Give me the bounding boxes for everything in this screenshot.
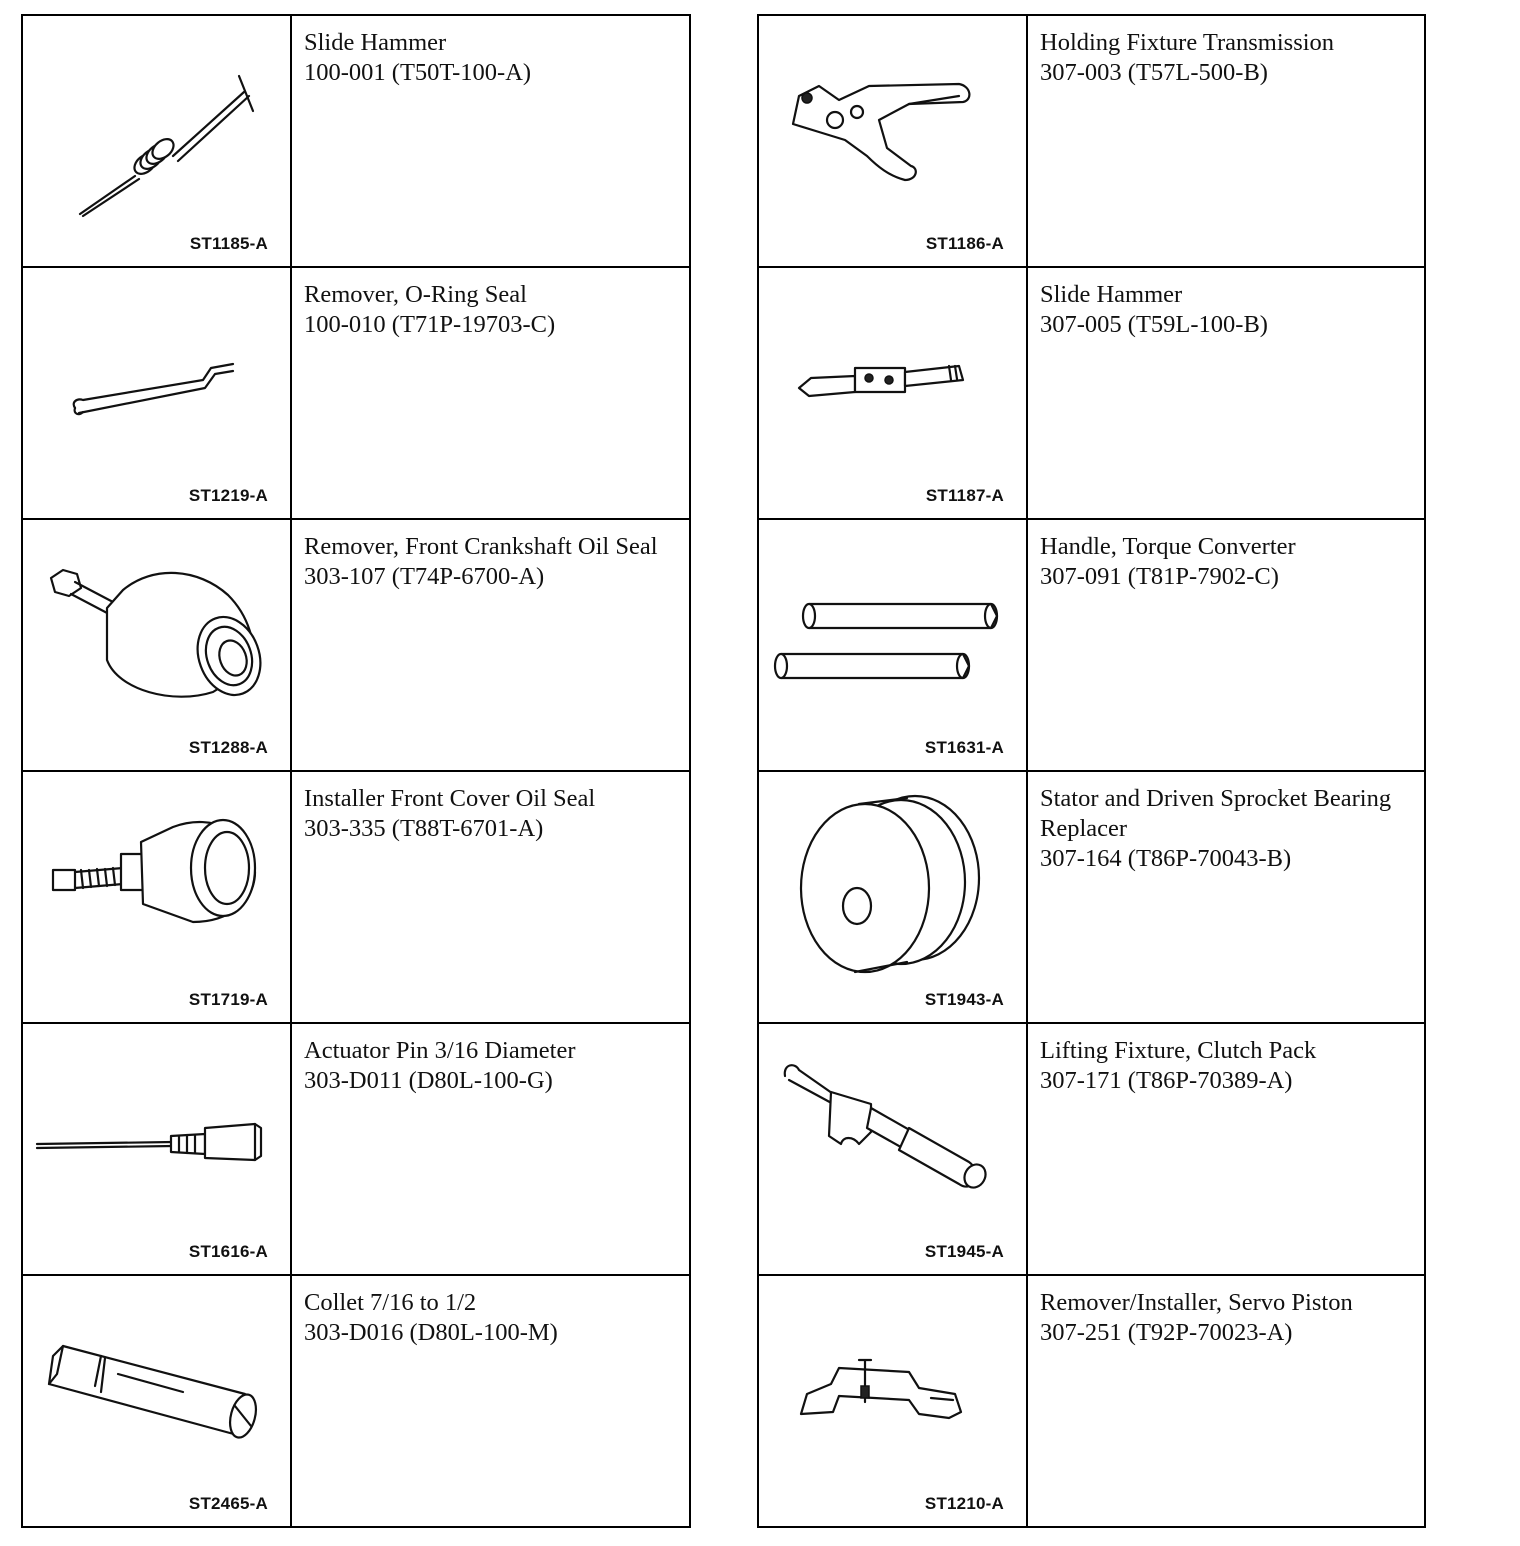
tool-number: 303-107 (T74P-6700-A) — [304, 563, 545, 590]
tool-description-cell — [1027, 267, 1425, 519]
figure-code: ST1945-A — [924, 1242, 1004, 1261]
figure-code: ST2465-A — [188, 1494, 268, 1513]
table-row — [758, 1023, 1425, 1275]
tool-name: Installer Front Cover Oil Seal — [304, 785, 596, 812]
figure-code: ST1288-A — [188, 738, 268, 757]
tool-illustration-cell — [758, 771, 1027, 1023]
tool-description-cell — [291, 771, 690, 1023]
table-row — [22, 1023, 690, 1275]
actuator-pin-illustration — [23, 1024, 290, 1244]
special-tools-table-left — [21, 14, 691, 1528]
tool-name: Remover/Installer, Servo Piston — [1040, 1289, 1353, 1316]
figure-code: ST1719-A — [188, 990, 268, 1009]
figure-code: ST1219-A — [188, 486, 268, 505]
o-ring-remover-illustration — [23, 268, 290, 488]
tool-number: 303-335 (T88T-6701-A) — [304, 815, 544, 842]
crankshaft-seal-remover-illustration — [23, 520, 290, 740]
tool-illustration-cell — [22, 771, 291, 1023]
special-tools-table-right — [757, 14, 1426, 1528]
table-row — [22, 267, 690, 519]
bearing-replacer-illustration — [759, 772, 1026, 992]
tool-number: 100-001 (T50T-100-A) — [304, 59, 532, 86]
tool-name: Collet 7/16 to 1/2 — [304, 1289, 477, 1316]
figure-code: ST1943-A — [924, 990, 1004, 1009]
figure-code: ST1616-A — [188, 1242, 268, 1261]
servo-piston-remover-installer-illustration — [759, 1276, 1026, 1496]
tool-description-cell — [291, 519, 690, 771]
tool-illustration-cell — [22, 267, 291, 519]
tool-name: Slide Hammer — [1040, 281, 1183, 308]
tool-illustration-cell — [758, 267, 1027, 519]
figure-code: ST1186-A — [925, 234, 1004, 253]
table-row — [22, 1275, 690, 1527]
tool-number: 307-251 (T92P-70023-A) — [1040, 1319, 1293, 1346]
table-row — [758, 1275, 1425, 1527]
tool-number: 303-D011 (D80L-100-G) — [304, 1067, 553, 1094]
table-row — [22, 771, 690, 1023]
tool-number: 307-091 (T81P-7902-C) — [1040, 563, 1279, 590]
figure-code: ST1187-A — [925, 486, 1004, 505]
table-row — [22, 519, 690, 771]
table-row — [758, 519, 1425, 771]
tool-illustration-cell — [758, 519, 1027, 771]
tool-illustration-cell — [22, 1275, 291, 1527]
figure-code: ST1210-A — [924, 1494, 1004, 1513]
tool-illustration-cell — [758, 1023, 1027, 1275]
tool-description-cell — [1027, 771, 1425, 1023]
figure-code: ST1185-A — [189, 234, 268, 253]
table-row — [22, 15, 690, 267]
tool-name: Remover, Front Crankshaft Oil Seal — [304, 533, 658, 560]
tool-description-cell — [1027, 519, 1425, 771]
front-cover-seal-installer-illustration — [23, 772, 290, 992]
tool-name: Actuator Pin 3/16 Diameter — [304, 1037, 576, 1064]
tool-name: Lifting Fixture, Clutch Pack — [1040, 1037, 1317, 1064]
tool-name: Holding Fixture Transmission — [1040, 29, 1335, 56]
tool-description-cell — [1027, 1275, 1425, 1527]
clutch-pack-lifting-fixture-illustration — [759, 1024, 1026, 1244]
torque-converter-handle-illustration — [759, 520, 1026, 740]
tool-description-cell — [1027, 15, 1425, 267]
tool-name: Remover, O-Ring Seal — [304, 281, 527, 308]
figure-code: ST1631-A — [924, 738, 1004, 757]
tool-description-cell — [1027, 1023, 1425, 1275]
tool-illustration-cell — [22, 1023, 291, 1275]
tool-number: 100-010 (T71P-19703-C) — [304, 311, 556, 338]
table-row — [758, 267, 1425, 519]
tool-illustration-cell — [22, 15, 291, 267]
holding-fixture-illustration — [759, 16, 1026, 236]
slide-hammer-illustration — [759, 268, 1026, 488]
tool-illustration-cell — [758, 1275, 1027, 1527]
tool-description-cell — [291, 1023, 690, 1275]
tool-number: 303-D016 (D80L-100-M) — [304, 1319, 558, 1346]
tool-description-cell — [291, 15, 690, 267]
tool-name: Handle, Torque Converter — [1040, 533, 1296, 560]
tool-number: 307-164 (T86P-70043-B) — [1040, 845, 1292, 872]
tool-number: 307-171 (T86P-70389-A) — [1040, 1067, 1293, 1094]
table-row — [758, 771, 1425, 1023]
tool-illustration-cell — [22, 519, 291, 771]
tool-description-cell — [291, 267, 690, 519]
collet-illustration — [23, 1276, 290, 1496]
tool-name: Stator and Driven Sprocket Bearing Replacer — [1040, 785, 1392, 842]
slide-hammer-illustration — [23, 16, 290, 236]
tool-illustration-cell — [758, 15, 1027, 267]
tool-number: 307-003 (T57L-500-B) — [1040, 59, 1268, 86]
tool-description-cell — [291, 1275, 690, 1527]
table-row — [758, 15, 1425, 267]
tool-name: Slide Hammer — [304, 29, 447, 56]
tool-number: 307-005 (T59L-100-B) — [1040, 311, 1268, 338]
